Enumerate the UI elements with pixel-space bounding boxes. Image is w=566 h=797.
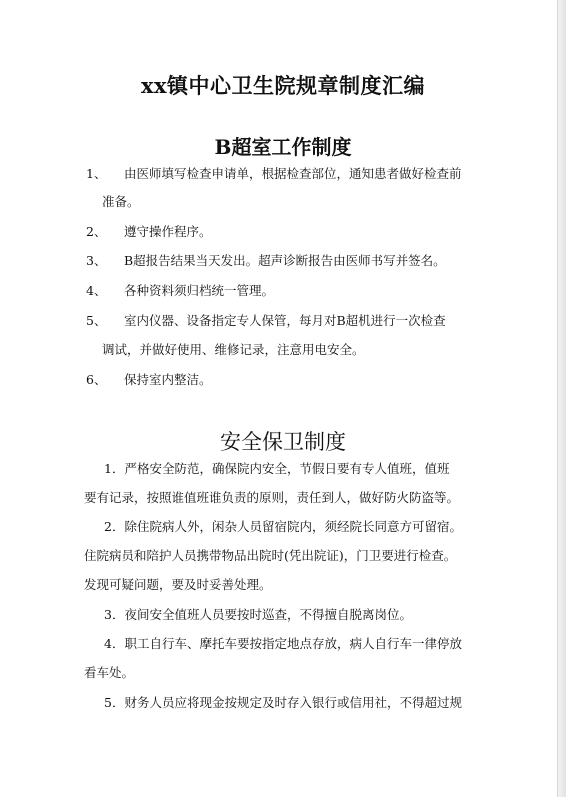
item-number: 4、 [86, 283, 107, 298]
item-text-continued: 准备。 [102, 194, 140, 209]
item-text-continued: 调试，并做好使用、维修记录，注意用电安全。 [102, 342, 365, 357]
item-text: B超报告结果当天发出。超声诊断报告由医师书写并签名。 [124, 253, 446, 268]
item-text: 遵守操作程序。 [124, 224, 212, 239]
page-edge-shadow [557, 0, 566, 797]
paragraph-line: 5．财务人员应将现金按规定及时存入银行或信用社，不得超过规 [104, 695, 462, 710]
section-title-security: 安全保卫制度 [220, 430, 346, 454]
item-text: 各种资料须归档统一管理。 [124, 283, 275, 298]
paragraph-line: 3．夜间安全值班人员要按时巡查，不得擅自脱离岗位。 [104, 607, 412, 622]
paragraph-line: 1．严格安全防范，确保院内安全，节假日要有专人值班，值班 [104, 461, 450, 476]
paragraph-line: 2．除住院病人外，闲杂人员留宿院内，须经院长同意方可留宿。 [104, 519, 462, 534]
item-number: 2、 [86, 224, 107, 239]
item-text: 由医师填写检查申请单，根据检查部位，通知患者做好检查前 [124, 166, 462, 181]
paragraph-line: 4．职工自行车、摩托车要按指定地点存放，病人自行车一律停放 [104, 636, 462, 651]
paragraph-line: 看车处。 [84, 665, 135, 680]
section-title-b-ultrasound: B超室工作制度 [214, 135, 352, 159]
paragraph-line: 发现可疑问题，要及时妥善处理。 [84, 577, 272, 592]
item-number: 5、 [86, 313, 107, 328]
item-number: 1、 [86, 166, 107, 181]
document-title: xx镇中心卫生院规章制度汇编 [140, 73, 426, 98]
item-number: 6、 [86, 372, 107, 387]
paragraph-line: 要有记录，按照谁值班谁负责的原则，责任到人，做好防火防盗等。 [84, 490, 460, 505]
paragraph-line: 住院病员和陪护人员携带物品出院时(凭出院证)，门卫要进行检查。 [84, 548, 457, 563]
item-text: 保持室内整洁。 [124, 372, 212, 387]
item-text: 室内仪器、设备指定专人保管，每月对B超机进行一次检查 [124, 313, 446, 328]
item-number: 3、 [86, 253, 107, 268]
